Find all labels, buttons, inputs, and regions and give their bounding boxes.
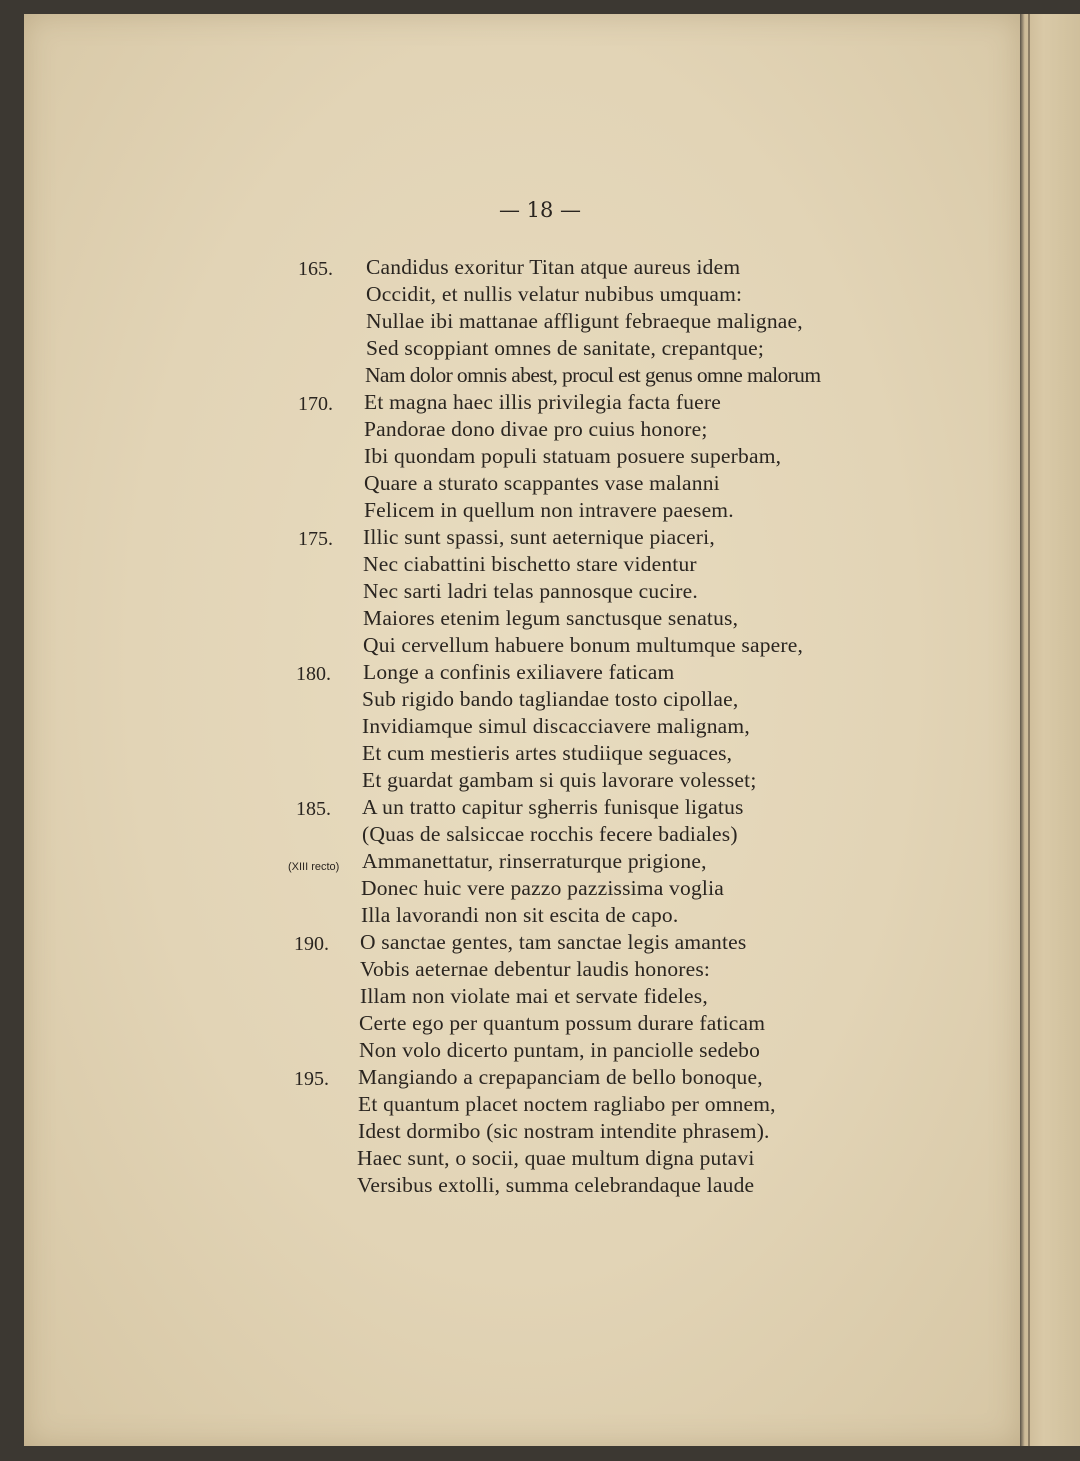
verse-line: Et quantum placet noctem ragliabo per omnem, (358, 1092, 776, 1116)
next-page-edge (1020, 14, 1080, 1446)
verse-line: Ammanettatur, rinserraturque prigione, (362, 849, 707, 873)
line-number: 185. (296, 798, 331, 820)
line-number: 180. (296, 663, 331, 685)
verse-line: Nec sarti ladri telas pannosque cucire. (363, 579, 698, 603)
verse-line: Et guardat gambam si quis lavorare volesset; (362, 768, 757, 792)
verse-line: Pandorae dono divae pro cuius honore; (364, 417, 708, 441)
line-number: 165. (298, 258, 333, 280)
verse-line: Donec huic vere pazzo pazzissima voglia (361, 876, 724, 900)
verse-line: Felicem in quellum non intravere paesem. (364, 498, 734, 522)
verse-line: Ibi quondam populi statuam posuere superbam, (364, 444, 782, 468)
verse-line: Illa lavorandi non sit escita de capo. (361, 903, 679, 927)
verse-line: Versibus extolli, summa celebrandaque laude (357, 1173, 755, 1197)
verse-line: Idest dormibo (sic nostram intendite phrasem). (358, 1119, 770, 1143)
verse-line: Et magna haec illis privilegia facta fuere (364, 390, 722, 414)
line-number: 170. (298, 393, 333, 415)
verse-line: Illam non violate mai et servate fideles, (360, 984, 708, 1008)
verse-line: Non volo dicerto puntam, in panciolle sedebo (359, 1038, 761, 1062)
verse-line: Nec ciabattini bischetto stare videntur (363, 552, 697, 576)
verse-line: Vobis aeternae debentur laudis honores: (360, 957, 711, 981)
verse-line: (Quas de salsiccae rocchis fecere badiales) (362, 822, 738, 846)
line-number: 175. (298, 528, 333, 550)
verse-line: Nullae ibi mattanae affligunt febraeque malignae, (366, 309, 803, 333)
verse-line: Maiores etenim legum sanctusque senatus, (363, 606, 739, 630)
verse-line: Qui cervellum habuere bonum multumque sapere, (363, 633, 804, 657)
verse-line: Illic sunt spassi, sunt aeternique piaceri, (363, 525, 715, 549)
margin-note: (XIII recto) (288, 861, 340, 873)
page-number: — 18 — (498, 198, 582, 222)
verse-line: Sed scoppiant omnes de sanitate, crepantque; (366, 336, 765, 360)
line-number: 190. (294, 933, 329, 955)
line-number: 195. (294, 1068, 329, 1090)
verse-line: O sanctae gentes, tam sanctae legis amantes (360, 930, 747, 954)
verse-line: Nam dolor omnis abest, procul est genus omne malorum (365, 363, 821, 387)
fold-line (1028, 14, 1030, 1446)
verse-line: Haec sunt, o socii, quae multum digna putavi (357, 1146, 755, 1170)
verse-line: Et cum mestieris artes studiique seguaces, (362, 741, 733, 765)
verse-line: Invidiamque simul discacciavere malignam, (362, 714, 750, 738)
verse-line: A un tratto capitur sgherris funisque ligatus (362, 795, 744, 819)
verse-line: Quare a sturato scappantes vase malanni (364, 471, 720, 495)
verse-line: Certe ego per quantum possum durare faticam (359, 1011, 766, 1035)
verse-line: Longe a confinis exiliavere faticam (363, 660, 675, 684)
verse-line: Sub rigido bando tagliandae tosto cipollae, (362, 687, 739, 711)
verse-line: Occidit, et nullis velatur nubibus umquam: (366, 282, 743, 306)
verse-line: Mangiando a crepapanciam de bello bonoque, (358, 1065, 763, 1089)
verse-line: Candidus exoritur Titan atque aureus idem (366, 255, 741, 279)
